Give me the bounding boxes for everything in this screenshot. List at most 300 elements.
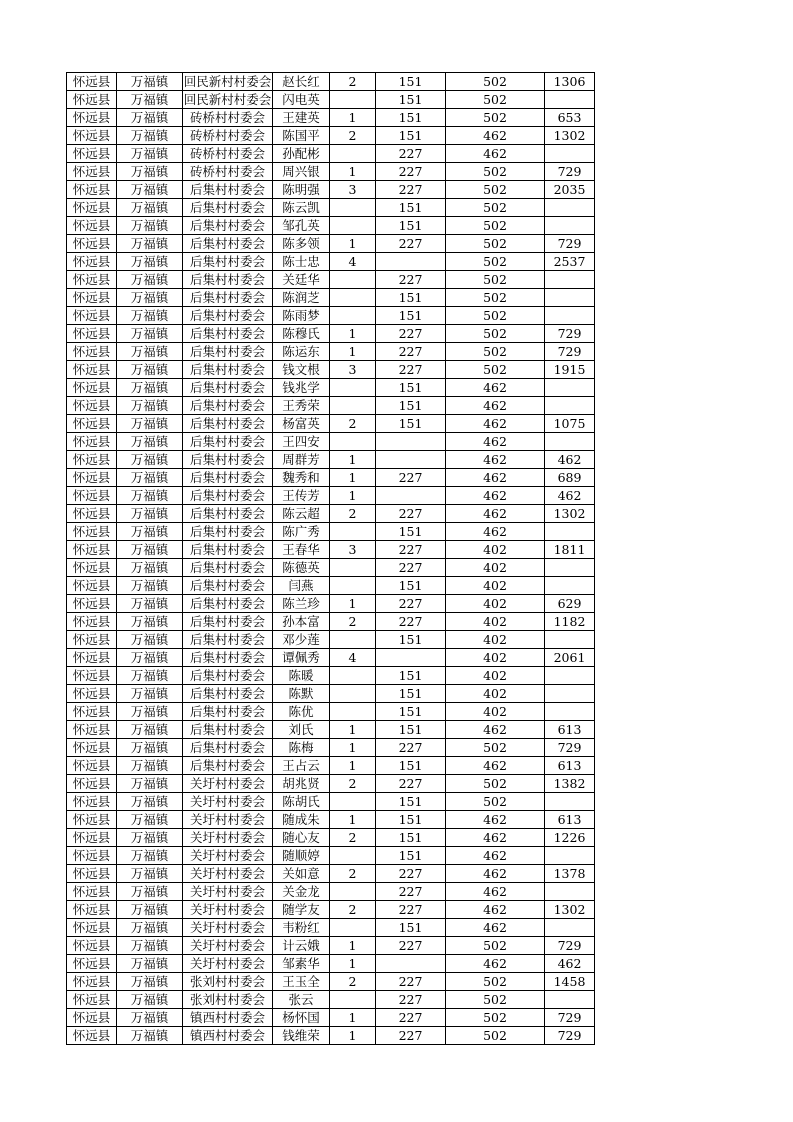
town-cell: 万福镇 [117, 253, 183, 271]
count-cell [330, 199, 376, 217]
count-cell: 2 [330, 73, 376, 91]
village-committee-cell: 回民新村村委会 [183, 74, 272, 89]
amount-b-cell: 502 [446, 1009, 545, 1027]
person-name-cell: 邹素华 [273, 955, 330, 973]
total-cell: 2061 [545, 649, 595, 667]
count-cell: 2 [330, 901, 376, 919]
amount-b-cell: 462 [446, 379, 545, 397]
amount-b-cell: 462 [446, 505, 545, 523]
count-cell: 1 [330, 739, 376, 757]
amount-b-cell: 462 [446, 487, 545, 505]
amount-a-cell: 227 [376, 181, 446, 199]
village-committee-cell: 关圩村村委会 [183, 955, 273, 973]
town-cell: 万福镇 [117, 145, 183, 163]
person-name-cell: 关金龙 [273, 883, 330, 901]
table-row [67, 487, 595, 505]
town-cell: 万福镇 [117, 847, 183, 865]
count-cell: 1 [330, 487, 376, 505]
amount-a-cell: 151 [376, 703, 446, 721]
village-committee-cell: 后集村村委会 [183, 739, 273, 757]
person-name-cell: 钱文根 [273, 361, 330, 379]
town-cell: 万福镇 [117, 127, 183, 145]
town-cell: 万福镇 [117, 163, 183, 181]
county-cell: 怀远县 [67, 217, 117, 235]
amount-b-cell: 462 [446, 847, 545, 865]
amount-a-cell [376, 955, 446, 973]
county-cell: 怀远县 [67, 937, 117, 955]
table-row [67, 631, 595, 649]
village-committee-cell: 后集村村委会 [183, 379, 273, 397]
town-cell: 万福镇 [117, 1027, 183, 1045]
amount-a-cell [376, 649, 446, 667]
person-name-cell: 王秀荣 [273, 397, 330, 415]
town-cell: 万福镇 [117, 631, 183, 649]
amount-b-cell: 462 [446, 721, 545, 739]
amount-b-cell: 502 [446, 361, 545, 379]
count-cell [330, 433, 376, 451]
table-row [67, 559, 595, 577]
person-name-cell: 陈士忠 [273, 253, 330, 271]
amount-a-cell: 151 [376, 415, 446, 433]
county-cell: 怀远县 [67, 613, 117, 631]
person-name-cell: 陈国平 [273, 127, 330, 145]
table-row [67, 973, 595, 991]
village-committee-cell: 镇西村村委会 [183, 1009, 273, 1027]
amount-a-cell: 151 [376, 847, 446, 865]
table-row [67, 667, 595, 685]
person-name-cell: 钱兆学 [273, 379, 330, 397]
town-cell: 万福镇 [117, 289, 183, 307]
table-row [67, 1027, 595, 1045]
count-cell [330, 307, 376, 325]
total-cell: 2537 [545, 253, 595, 271]
count-cell [330, 991, 376, 1009]
amount-a-cell: 151 [376, 811, 446, 829]
amount-a-cell: 151 [376, 217, 446, 235]
person-name-cell: 杨怀国 [273, 1009, 330, 1027]
table-row [67, 217, 595, 235]
count-cell: 3 [330, 541, 376, 559]
amount-b-cell: 462 [446, 919, 545, 937]
total-cell [545, 793, 595, 811]
count-cell [330, 703, 376, 721]
amount-a-cell: 227 [376, 343, 446, 361]
total-cell [545, 145, 595, 163]
total-cell [545, 307, 595, 325]
amount-b-cell: 462 [446, 955, 545, 973]
county-cell: 怀远县 [67, 469, 117, 487]
village-committee-cell: 后集村村委会 [183, 469, 273, 487]
amount-b-cell: 462 [446, 451, 545, 469]
village-committee-cell: 后集村村委会 [183, 199, 273, 217]
count-cell: 1 [330, 937, 376, 955]
amount-b-cell: 402 [446, 541, 545, 559]
amount-a-cell: 227 [376, 937, 446, 955]
total-cell: 729 [545, 739, 595, 757]
amount-a-cell: 227 [376, 865, 446, 883]
amount-a-cell: 151 [376, 127, 446, 145]
person-name-cell: 陈雨梦 [273, 307, 330, 325]
amount-a-cell [376, 451, 446, 469]
amount-b-cell: 462 [446, 865, 545, 883]
county-cell: 怀远县 [67, 109, 117, 127]
town-cell: 万福镇 [117, 235, 183, 253]
total-cell: 729 [545, 163, 595, 181]
table-row [67, 361, 595, 379]
amount-a-cell: 151 [376, 199, 446, 217]
table-row [67, 469, 595, 487]
amount-b-cell: 402 [446, 559, 545, 577]
county-cell: 怀远县 [67, 577, 117, 595]
total-cell: 729 [545, 235, 595, 253]
village-committee-cell: 后集村村委会 [183, 307, 273, 325]
total-cell: 729 [545, 343, 595, 361]
county-cell: 怀远县 [67, 631, 117, 649]
amount-a-cell: 227 [376, 559, 446, 577]
table-row [67, 253, 595, 271]
village-committee-cell: 关圩村村委会 [183, 793, 273, 811]
total-cell: 1458 [545, 973, 595, 991]
table-row [67, 199, 595, 217]
count-cell [330, 685, 376, 703]
amount-b-cell: 502 [446, 91, 545, 109]
amount-a-cell: 227 [376, 883, 446, 901]
person-name-cell: 王春华 [273, 541, 330, 559]
amount-a-cell: 151 [376, 289, 446, 307]
amount-b-cell: 502 [446, 991, 545, 1009]
village-committee-cell: 张刘村村委会 [183, 973, 273, 991]
count-cell: 4 [330, 253, 376, 271]
count-cell: 2 [330, 865, 376, 883]
amount-a-cell: 227 [376, 163, 446, 181]
town-cell: 万福镇 [117, 541, 183, 559]
table-row [67, 505, 595, 523]
town-cell: 万福镇 [117, 397, 183, 415]
village-committee-cell: 砖桥村村委会 [183, 127, 273, 145]
amount-a-cell: 227 [376, 775, 446, 793]
town-cell: 万福镇 [117, 757, 183, 775]
table-row [67, 775, 595, 793]
table-row [67, 793, 595, 811]
county-cell: 怀远县 [67, 487, 117, 505]
table-row [67, 703, 595, 721]
town-cell: 万福镇 [117, 109, 183, 127]
town-cell: 万福镇 [117, 91, 183, 109]
amount-b-cell: 402 [446, 649, 545, 667]
table-row [67, 721, 595, 739]
total-cell: 1378 [545, 865, 595, 883]
amount-a-cell: 151 [376, 631, 446, 649]
person-name-cell: 陈兰珍 [273, 595, 330, 613]
village-committee-cell: 后集村村委会 [183, 523, 273, 541]
amount-b-cell: 462 [446, 415, 545, 433]
table-row [67, 523, 595, 541]
amount-b-cell: 502 [446, 937, 545, 955]
amount-b-cell: 502 [446, 235, 545, 253]
village-committee-cell: 后集村村委会 [183, 631, 273, 649]
county-cell: 怀远县 [67, 127, 117, 145]
amount-b-cell: 462 [446, 397, 545, 415]
total-cell: 729 [545, 325, 595, 343]
total-cell [545, 559, 595, 577]
person-name-cell: 陈运东 [273, 343, 330, 361]
amount-b-cell: 502 [446, 181, 545, 199]
total-cell [545, 847, 595, 865]
count-cell: 2 [330, 127, 376, 145]
person-name-cell: 随学友 [273, 901, 330, 919]
town-cell: 万福镇 [117, 343, 183, 361]
amount-a-cell: 227 [376, 145, 446, 163]
table-row [67, 271, 595, 289]
table-row [67, 415, 595, 433]
village-committee-cell: 张刘村村委会 [183, 991, 273, 1009]
village-committee-cell: 后集村村委会 [183, 271, 273, 289]
town-cell: 万福镇 [117, 73, 183, 91]
table-row [67, 289, 595, 307]
county-cell: 怀远县 [67, 1009, 117, 1027]
amount-b-cell: 462 [446, 901, 545, 919]
person-name-cell: 陈穆氏 [273, 325, 330, 343]
amount-a-cell: 151 [376, 73, 446, 91]
amount-a-cell: 227 [376, 991, 446, 1009]
person-name-cell: 王建英 [273, 109, 330, 127]
village-committee-cell: 关圩村村委会 [183, 937, 273, 955]
amount-b-cell: 402 [446, 631, 545, 649]
table-row [67, 739, 595, 757]
village-committee-cell: 后集村村委会 [183, 613, 273, 631]
table-row [67, 541, 595, 559]
village-committee-cell: 后集村村委会 [183, 253, 273, 271]
person-name-cell: 魏秀和 [273, 469, 330, 487]
village-committee-cell: 后集村村委会 [183, 487, 273, 505]
total-cell [545, 199, 595, 217]
table-row [67, 91, 595, 109]
county-cell: 怀远县 [67, 523, 117, 541]
village-committee-cell: 后集村村委会 [183, 451, 273, 469]
count-cell: 1 [330, 1009, 376, 1027]
county-cell: 怀远县 [67, 955, 117, 973]
table-row [67, 649, 595, 667]
county-cell: 怀远县 [67, 73, 117, 91]
amount-a-cell: 151 [376, 523, 446, 541]
total-cell [545, 667, 595, 685]
count-cell: 1 [330, 325, 376, 343]
county-cell: 怀远县 [67, 379, 117, 397]
village-committee-cell: 后集村村委会 [183, 649, 273, 667]
amount-b-cell: 502 [446, 253, 545, 271]
person-name-cell: 陈明强 [273, 181, 330, 199]
amount-a-cell: 151 [376, 721, 446, 739]
town-cell: 万福镇 [117, 271, 183, 289]
count-cell [330, 91, 376, 109]
village-committee-cell: 后集村村委会 [183, 667, 273, 685]
village-committee-cell: 后集村村委会 [183, 361, 273, 379]
table-row [67, 109, 595, 127]
total-cell: 462 [545, 487, 595, 505]
town-cell: 万福镇 [117, 811, 183, 829]
table-row [67, 397, 595, 415]
village-committee-cell: 后集村村委会 [183, 595, 273, 613]
county-cell: 怀远县 [67, 289, 117, 307]
town-cell: 万福镇 [117, 559, 183, 577]
person-name-cell: 孙配彬 [273, 145, 330, 163]
total-cell [545, 91, 595, 109]
county-cell: 怀远县 [67, 865, 117, 883]
table-row [67, 325, 595, 343]
village-committee-cell: 后集村村委会 [183, 235, 273, 253]
amount-a-cell: 227 [376, 469, 446, 487]
town-cell: 万福镇 [117, 469, 183, 487]
person-name-cell: 计云娥 [273, 937, 330, 955]
town-cell: 万福镇 [117, 937, 183, 955]
village-committee-cell: 后集村村委会 [183, 541, 273, 559]
amount-a-cell: 151 [376, 829, 446, 847]
table-row [67, 145, 595, 163]
person-name-cell: 陈多领 [273, 235, 330, 253]
count-cell: 2 [330, 829, 376, 847]
village-committee-cell: 后集村村委会 [183, 577, 273, 595]
county-cell: 怀远县 [67, 343, 117, 361]
county-cell: 怀远县 [67, 145, 117, 163]
person-name-cell: 陈德英 [273, 559, 330, 577]
county-cell: 怀远县 [67, 199, 117, 217]
total-cell: 1302 [545, 901, 595, 919]
person-name-cell: 关如意 [273, 865, 330, 883]
amount-b-cell: 502 [446, 325, 545, 343]
county-cell: 怀远县 [67, 757, 117, 775]
county-cell: 怀远县 [67, 325, 117, 343]
count-cell: 1 [330, 469, 376, 487]
county-cell: 怀远县 [67, 829, 117, 847]
county-cell: 怀远县 [67, 505, 117, 523]
table-row [67, 1009, 595, 1027]
table-row [67, 991, 595, 1009]
county-cell: 怀远县 [67, 811, 117, 829]
town-cell: 万福镇 [117, 505, 183, 523]
amount-b-cell: 402 [446, 703, 545, 721]
table-row [67, 595, 595, 613]
village-committee-cell: 关圩村村委会 [183, 865, 273, 883]
amount-b-cell: 502 [446, 343, 545, 361]
total-cell: 613 [545, 721, 595, 739]
amount-b-cell: 502 [446, 289, 545, 307]
amount-a-cell: 151 [376, 919, 446, 937]
count-cell: 1 [330, 343, 376, 361]
town-cell: 万福镇 [117, 829, 183, 847]
person-name-cell: 邓少莲 [273, 631, 330, 649]
total-cell [545, 289, 595, 307]
person-name-cell: 随顺婷 [273, 847, 330, 865]
total-cell [545, 577, 595, 595]
amount-b-cell: 402 [446, 595, 545, 613]
county-cell: 怀远县 [67, 973, 117, 991]
town-cell: 万福镇 [117, 793, 183, 811]
village-committee-cell: 砖桥村村委会 [183, 145, 273, 163]
town-cell: 万福镇 [117, 973, 183, 991]
person-name-cell: 王四安 [273, 433, 330, 451]
count-cell [330, 379, 376, 397]
county-cell: 怀远县 [67, 667, 117, 685]
town-cell: 万福镇 [117, 595, 183, 613]
table-row [67, 757, 595, 775]
total-cell: 1811 [545, 541, 595, 559]
count-cell [330, 217, 376, 235]
count-cell [330, 847, 376, 865]
count-cell [330, 667, 376, 685]
county-cell: 怀远县 [67, 991, 117, 1009]
total-cell [545, 631, 595, 649]
amount-a-cell: 151 [376, 397, 446, 415]
town-cell: 万福镇 [117, 649, 183, 667]
total-cell [545, 703, 595, 721]
count-cell [330, 523, 376, 541]
total-cell: 2035 [545, 181, 595, 199]
town-cell: 万福镇 [117, 775, 183, 793]
amount-b-cell: 402 [446, 577, 545, 595]
amount-b-cell: 502 [446, 199, 545, 217]
town-cell: 万福镇 [117, 667, 183, 685]
count-cell [330, 559, 376, 577]
table-row [67, 379, 595, 397]
table-row [67, 577, 595, 595]
village-committee-cell: 后集村村委会 [183, 217, 273, 235]
count-cell [330, 577, 376, 595]
amount-a-cell: 227 [376, 325, 446, 343]
person-name-cell: 陈优 [273, 703, 330, 721]
total-cell: 1306 [545, 73, 595, 91]
village-committee-cell: 后集村村委会 [183, 685, 273, 703]
person-name-cell: 王传芳 [273, 487, 330, 505]
table-row [67, 307, 595, 325]
village-committee-cell: 后集村村委会 [183, 397, 273, 415]
total-cell: 689 [545, 469, 595, 487]
amount-b-cell: 462 [446, 829, 545, 847]
county-cell: 怀远县 [67, 397, 117, 415]
county-cell: 怀远县 [67, 361, 117, 379]
count-cell: 1 [330, 595, 376, 613]
town-cell: 万福镇 [117, 991, 183, 1009]
town-cell: 万福镇 [117, 901, 183, 919]
amount-a-cell [376, 433, 446, 451]
village-committee-cell: 关圩村村委会 [183, 775, 273, 793]
table-row [67, 181, 595, 199]
amount-a-cell: 151 [376, 91, 446, 109]
town-cell: 万福镇 [117, 361, 183, 379]
count-cell: 4 [330, 649, 376, 667]
count-cell: 1 [330, 721, 376, 739]
amount-a-cell: 151 [376, 667, 446, 685]
amount-b-cell: 502 [446, 73, 545, 91]
town-cell: 万福镇 [117, 523, 183, 541]
table-row [67, 865, 595, 883]
total-cell: 629 [545, 595, 595, 613]
county-cell: 怀远县 [67, 739, 117, 757]
total-cell [545, 397, 595, 415]
table-row [67, 829, 595, 847]
town-cell: 万福镇 [117, 1009, 183, 1027]
village-committee-cell: 后集村村委会 [183, 757, 273, 775]
count-cell: 2 [330, 775, 376, 793]
person-name-cell: 邹孔英 [273, 217, 330, 235]
town-cell: 万福镇 [117, 613, 183, 631]
count-cell: 1 [330, 163, 376, 181]
total-cell: 613 [545, 757, 595, 775]
amount-a-cell: 227 [376, 235, 446, 253]
village-committee-cell: 后集村村委会 [183, 415, 273, 433]
amount-a-cell: 151 [376, 109, 446, 127]
village-committee-cell: 镇西村村委会 [183, 1027, 273, 1045]
village-committee-cell: 后集村村委会 [183, 505, 273, 523]
